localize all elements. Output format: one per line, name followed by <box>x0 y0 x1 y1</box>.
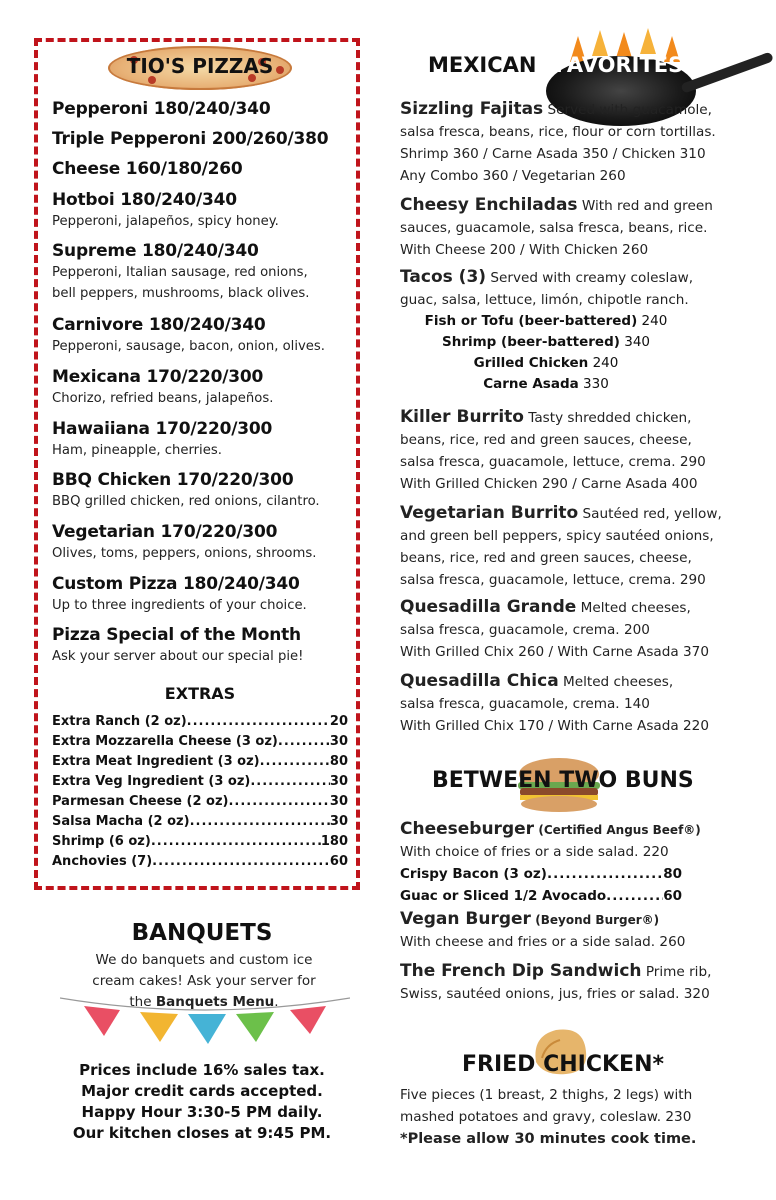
mexican-title-part2: FAVORITES <box>555 53 684 77</box>
pizza-description: Ask your server about our special pie! <box>52 649 304 664</box>
pizza-name: Hotboi 180/240/340 <box>52 190 237 210</box>
mexican-header <box>420 40 770 100</box>
pizza-item <box>52 469 352 512</box>
pizza-description: Pepperoni, Italian sausage, red onions, <box>52 265 308 280</box>
pizza-description: Ham, pineapple, cherries. <box>52 443 222 458</box>
extra-item: Parmesan Cheese (2 oz) ..... 30 <box>52 792 348 812</box>
pizza-description: Chorizo, refried beans, jalapeños. <box>52 391 274 406</box>
pizza-item <box>52 314 352 357</box>
store-info: Prices include 16% sales tax. Major credit cards accepted. Happy Hour 3:30-5 PM daily. Our kitchen closes at 9:45 PM. <box>72 1061 332 1142</box>
menu-item-fried-chicken: Five pieces (1 breast, 2 thighs, 2 legs) with mashed potatoes and gravy, coleslaw. 230 *Please allow 30 minutes cook time. <box>400 1084 770 1150</box>
menu-item-vegetarian-burrito: Vegetarian Burrito Sautéed red, yellow, and green bell peppers, spicy sautéed onions, beans, rice, red and green sauces, cheese, salsa fresca, guacamole, lettuce, crema. 290 <box>400 503 722 588</box>
menu-item-quesadilla-chica: Quesadilla Chica Melted cheeses, salsa fresca, guacamole, crema. 140 With Grilled Chix 170 / With Carne Asada 220 <box>400 671 709 734</box>
pizza-item <box>52 521 352 564</box>
addon-row: Guac or Sliced 1/2 Avocado ..... 60 <box>400 885 682 907</box>
extra-item: Extra Veg Ingredient (3 oz) ..... 30 <box>52 772 348 792</box>
menu-item-quesadilla-grande: Quesadilla Grande Melted cheeses, salsa fresca, guacamole, crema. 200 With Grilled Chix 260 / With Carne Asada 370 <box>400 597 709 660</box>
mexican-title-part1: MEXICAN <box>428 53 537 77</box>
pizza-item <box>52 189 352 232</box>
taco-option: Carne Asada 330 <box>483 376 609 392</box>
pizza-name: Pizza Special of the Month <box>52 625 301 645</box>
pizza-item <box>52 366 352 409</box>
pizza-name: Custom Pizza 180/240/340 <box>52 574 300 594</box>
pizzas-title: TIO'S PIZZAS <box>126 54 274 78</box>
pizza-item <box>52 240 352 304</box>
extras-list <box>52 712 348 872</box>
pizza-description: Pepperoni, sausage, bacon, onion, olives. <box>52 339 325 354</box>
pizza-name: Vegetarian 170/220/300 <box>52 522 278 542</box>
taco-option: Shrimp (beer-battered) 340 <box>441 334 650 350</box>
chicken-title: FRIED CHICKEN* <box>462 1052 664 1077</box>
cook-time-note: *Please allow 30 minutes cook time. <box>400 1131 697 1147</box>
menu-item-vegan-burger: Vegan Burger (Beyond Burger®) With cheese and fries or a side salad. 260 <box>400 909 686 950</box>
pizza-name: BBQ Chicken 170/220/300 <box>52 470 294 490</box>
pizza-name: Carnivore 180/240/340 <box>52 315 266 335</box>
extra-item: Extra Ranch (2 oz) ..... 20 <box>52 712 348 732</box>
pizza-name: Supreme 180/240/340 <box>52 241 259 261</box>
banquets-description: We do banquets and custom ice cream cakes! Ask your server for the Banquets Menu. <box>92 952 316 1010</box>
pizza-item <box>52 418 352 461</box>
pizza-item <box>52 624 352 667</box>
pizza-item <box>52 158 352 180</box>
pizza-item <box>52 128 352 150</box>
pizza-item <box>52 573 352 616</box>
extra-item: Shrimp (6 oz) ..... 180 <box>52 832 348 852</box>
pizza-description: Pepperoni, jalapeños, spicy honey. <box>52 214 279 229</box>
extra-item: Anchovies (7) ..... 60 <box>52 852 348 872</box>
taco-option: Grilled Chicken 240 <box>473 355 619 371</box>
pizza-description: Up to three ingredients of your choice. <box>52 598 307 613</box>
extra-item: Salsa Macha (2 oz) ..... 30 <box>52 812 348 832</box>
menu-item-cheeseburger: Cheeseburger (Certified Angus Beef®) With choice of fries or a side salad. 220 Crispy Bacon (3 oz) ..... 80 Guac or Sliced 1/2 Avocado ..... 60 <box>400 818 770 907</box>
pizza-item <box>52 98 352 120</box>
pizza-description: Olives, toms, peppers, onions, shrooms. <box>52 546 317 561</box>
menu-item-fajitas: Sizzling Fajitas Served with guacamole, salsa fresca, beans, rice, flour or corn tortillas. Shrimp 360 / Carne Asada 350 / Chicken 310 Any Combo 360 / Vegetarian 260 <box>400 99 716 184</box>
banquets-title: BANQUETS <box>131 920 273 946</box>
menu-item-french-dip: The French Dip Sandwich Prime rib, Swiss, sautéed onions, jus, fries or salad. 320 <box>400 961 712 1002</box>
pizza-name: Pepperoni 180/240/340 <box>52 99 271 119</box>
addon-row: Crispy Bacon (3 oz) ..... 80 <box>400 863 682 885</box>
bunting-flags-illustration <box>60 996 350 1056</box>
menu-item-enchiladas: Cheesy Enchiladas With red and green sauces, guacamole, salsa fresca, beans, rice. With Cheese 200 / With Chicken 260 <box>400 195 713 258</box>
pizza-description: BBQ grilled chicken, red onions, cilantro. <box>52 494 320 509</box>
extras-title: EXTRAS <box>164 684 236 703</box>
extra-item: Extra Mozzarella Cheese (3 oz) ..... 30 <box>52 732 348 752</box>
taco-option: Fish or Tofu (beer-battered) 240 <box>424 313 668 329</box>
menu-item-killer-burrito: Killer Burrito Tasty shredded chicken, beans, rice, red and green sauces, cheese, salsa fresca, guacamole, lettuce, crema. 290 With Grilled Chicken 290 / Carne Asada 400 <box>400 407 706 492</box>
menu-item-tacos: Tacos (3) Served with creamy coleslaw, guac, salsa, lettuce, limón, chipotle ranch. Fish or Tofu (beer-battered) 240 Shrimp (beer-battered) 340 Grilled Chicken 240 Carne Asada 330 <box>400 266 770 395</box>
extra-item: Extra Meat Ingredient (3 oz) ..... 80 <box>52 752 348 772</box>
pizza-name: Cheese 160/180/260 <box>52 159 243 179</box>
pizza-name: Triple Pepperoni 200/260/380 <box>52 129 329 149</box>
pizza-name: Hawaiiana 170/220/300 <box>52 419 273 439</box>
buns-title: BETWEEN TWO BUNS <box>432 768 694 793</box>
pizza-description: bell peppers, mushrooms, black olives. <box>52 286 310 301</box>
pizza-name: Mexicana 170/220/300 <box>52 367 264 387</box>
